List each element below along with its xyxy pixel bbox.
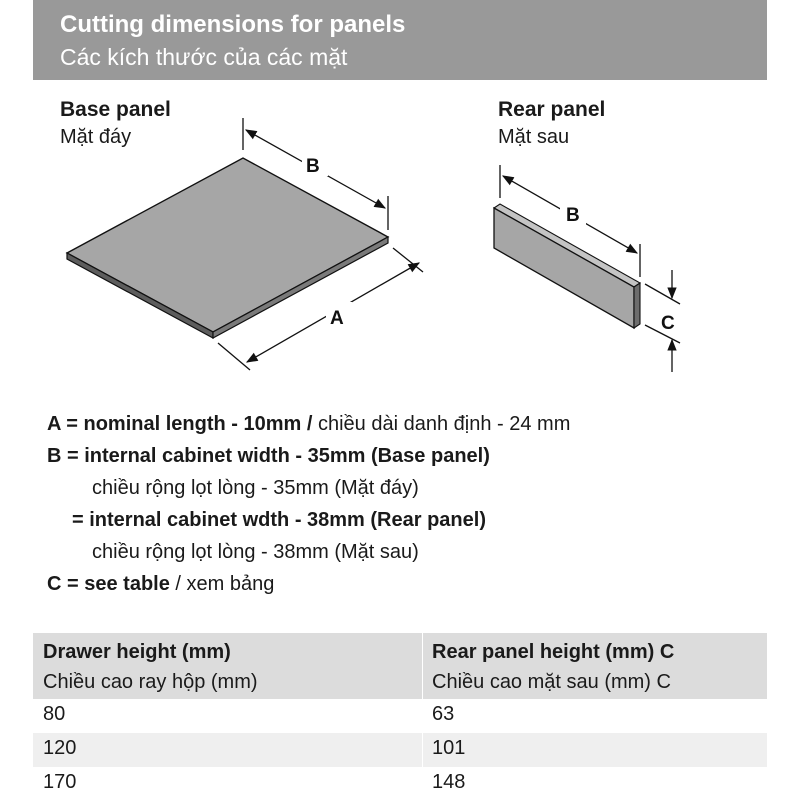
height-table [33, 633, 767, 801]
page-subtitle: Các kích thước của các mặt [60, 44, 348, 70]
legend-a [47, 408, 570, 440]
col2-header-vi: Chiều cao mặt sau (mm) C [432, 671, 671, 693]
rear-panel-subtitle: Mặt sau [498, 126, 570, 148]
legend-b2-bold: = internal cabinet wdth - 38mm (Rear panel) [72, 509, 486, 531]
col1-header-en: Drawer height (mm) [43, 641, 231, 663]
rear-b-label: B [566, 205, 580, 226]
legend-c-bold: C = see table [47, 573, 170, 595]
base-panel-title: Base panel [60, 98, 171, 121]
base-b-label: B [306, 156, 320, 177]
base-panel-illustration [67, 118, 423, 370]
rear-panel-title: Rear panel [498, 98, 606, 121]
table-column-divider [422, 633, 423, 800]
drawer-height-cell: 170 [43, 771, 77, 793]
drawer-height-cell: 80 [43, 703, 66, 725]
rear-height-cell: 148 [432, 771, 466, 793]
col2-header-en: Rear panel height (mm) C [432, 641, 675, 663]
table-row [33, 767, 767, 801]
legend-c [47, 568, 274, 600]
rear-height-cell: 101 [432, 737, 466, 759]
rear-height-cell: 63 [432, 703, 455, 725]
base-a-label: A [330, 308, 344, 329]
legend-a-bold: A = nominal length - 10mm / [47, 413, 313, 435]
table-header-row [33, 633, 767, 699]
legend-b1-sub: chiều rộng lọt lòng - 35mm (Mặt đáy) [92, 477, 419, 499]
legend-b2 [72, 504, 486, 536]
legend-a-rest: chiều dài danh định - 24 mm [312, 413, 571, 435]
legend-c-rest: / xem bảng [169, 573, 275, 595]
drawer-height-cell: 120 [43, 737, 77, 759]
rear-c-label: C [661, 313, 675, 334]
page-title: Cutting dimensions for panels [60, 11, 406, 38]
legend-b1 [47, 440, 490, 472]
table-row [33, 699, 767, 733]
rear-panel-illustration [494, 165, 680, 372]
table-row [33, 733, 767, 767]
legend-b2-sub: chiều rộng lọt lòng - 38mm (Mặt sau) [92, 541, 419, 563]
col1-header-vi: Chiều cao ray hộp (mm) [43, 671, 258, 693]
base-panel-subtitle: Mặt đáy [60, 126, 132, 148]
legend-b1-bold: B = internal cabinet width - 35mm (Base panel) [47, 445, 490, 467]
